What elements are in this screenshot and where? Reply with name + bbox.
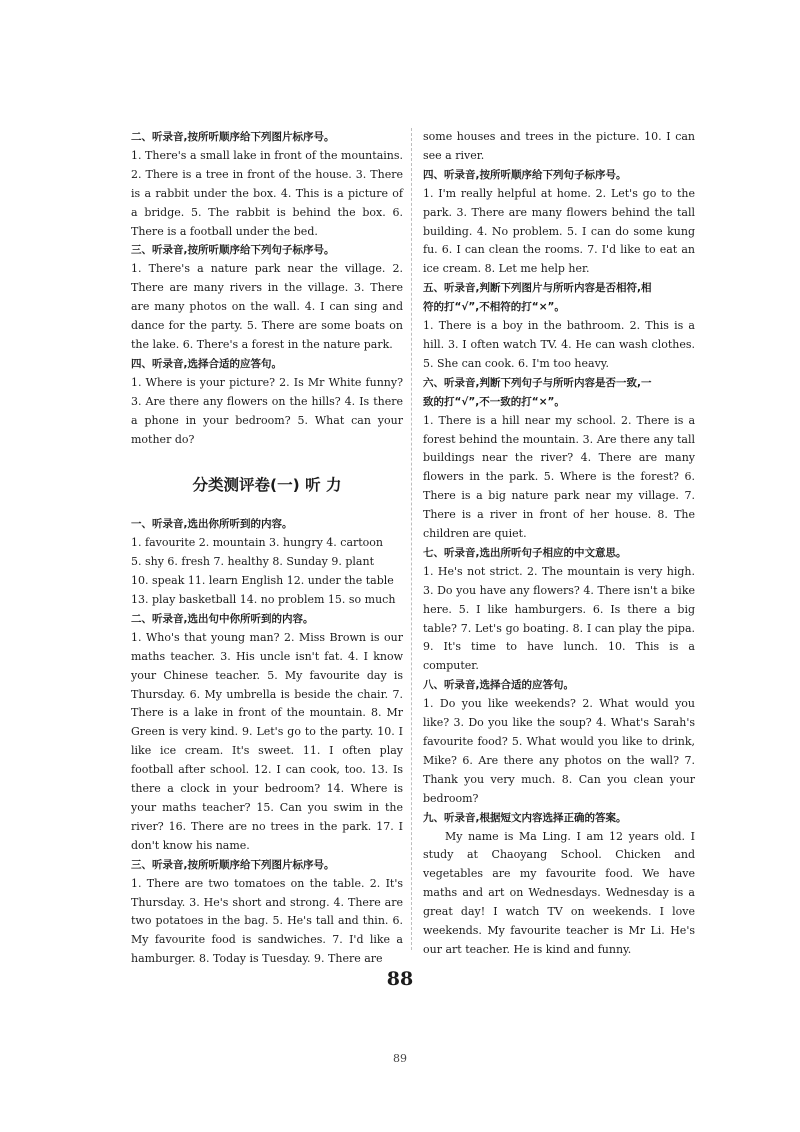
section-text: 1. There's a nature park near the village. 2. There are many rivers in the village. 3. There are many photos on the wall. 4. I can sing and dance for the party. 5. There are some boats on the lake. 6. There's a forest in the nature park.	[131, 262, 403, 351]
section-heading: 五、听录音,判断下列图片与所听内容是否相符,相	[423, 282, 652, 295]
section-heading: 七、听录音,选出所听句子相应的中文意思。	[423, 546, 627, 559]
word-list-line: 1. favourite 2. mountain 3. hungry 4. cartoon	[131, 536, 384, 550]
section-text: 1. I'm really helpful at home. 2. Let's go to the park. 3. There are many flowers behind the tall building. 4. No problem. 5. I can do some kung fu. 6. I can clean the rooms. 7. I'd like to eat an ice cream. 8. Let me help her.	[423, 186, 695, 276]
section-heading: 八、听录音,选择合适的应答句。	[423, 679, 574, 692]
section-heading: 三、听录音,按所听顺序给下列句子标序号。	[131, 244, 335, 257]
page-number: 88	[386, 968, 414, 990]
word-list-line: 5. shy 6. fresh 7. healthy 8. Sunday 9. plant	[131, 555, 374, 569]
section-heading: 致的打“√”,不一致的打“×”。	[423, 395, 565, 408]
section-heading: 符的打“√”,不相符的打“×”。	[423, 301, 565, 314]
section-text: 1. There are two tomatoes on the table. 2. It's Thursday. 3. He's short and strong. 4. There are two potatoes in the bag. 5. He's tall and thin. 6. My favourite food is sandwiches. 7. I'd like a hamburger. 8. Today is Tuesday. 9. There are	[131, 876, 403, 966]
right-column	[423, 128, 695, 960]
section-text: 1. There is a boy in the bathroom. 2. This is a hill. 3. I often watch TV. 4. He can wash clothes. 5. She can cook. 6. I'm too heavy.	[423, 319, 695, 370]
word-list-line: 13. play basketball 14. no problem 15. so much	[131, 593, 396, 607]
section-text: 1. Where is your picture? 2. Is Mr White funny? 3. Are there any flowers on the hills? 4. Is there a phone in your bedroom? 5. What can your mother do?	[131, 375, 403, 446]
section-text: 1. He's not strict. 2. The mountain is very high. 3. Do you have any flowers? 4. There isn't a bike here. 5. I like hamburgers. 6. Is there a big table? 7. Let's go boating. 8. I can play the pipa. 9. It's time to have lunch. 10. This is a computer.	[423, 564, 695, 673]
section-heading: 二、听录音,选出句中你所听到的内容。	[131, 612, 314, 625]
section-heading: 一、听录音,选出你所听到的内容。	[131, 518, 293, 531]
section-heading: 六、听录音,判断下列句子与所听内容是否一致,一	[423, 376, 652, 389]
section-text: 1. There's a small lake in front of the mountains. 2. There is a tree in front of the house. 3. There is a rabbit under the box. 4. This is a picture of a bridge. 5. The rabbit is behind the box. 6. There is a football under the bed.	[131, 148, 403, 238]
section-heading: 四、听录音,选择合适的应答句。	[131, 357, 282, 370]
section-text: 1. There is a hill near my school. 2. There is a forest behind the mountain. 3. Are there any tall buildings near the river? 4. There are many flowers in the park. 5. Where is the forest? 6. There is a big nature park near my village. 7. There is a river in front of her house. 8. The children are quiet.	[423, 413, 695, 541]
section-heading: 二、听录音,按所听顺序给下列图片标序号。	[131, 131, 335, 143]
section-text: 1. Who's that young man? 2. Miss Brown is our maths teacher. 3. His uncle isn't fat. 4. I know your Chinese teacher. 5. My favourite day is Thursday. 6. My umbrella is beside the chair. 7. There is a lake in front of the mountain. 8. Mr Green is very kind. 9. Let's go to the party. 10. I like ice cream. It's sweet. 11. I often play football after school. 12. I can cook, too. 13. Is there a clock in your bedroom? 14. Where is your maths teacher? 15. Can you swim in the river? 16. There are no trees in the park. 17. I don't know his name.	[131, 630, 403, 852]
exam-title: 分类测评卷(一) 听 力	[192, 476, 342, 495]
section-heading: 九、听录音,根据短文内容选择正确的答案。	[423, 811, 627, 824]
section-heading: 四、听录音,按所听顺序给下列句子标序号。	[423, 168, 627, 181]
section-text-continued: some houses and trees in the picture. 10. I can see a river.	[423, 130, 695, 162]
print-page-number: 89	[393, 1052, 407, 1065]
section-heading: 三、听录音,按所听顺序给下列图片标序号。	[131, 858, 335, 871]
word-list-line: 10. speak 11. learn English 12. under the table	[131, 574, 394, 588]
left-column	[131, 128, 403, 969]
passage-text: My name is Ma Ling. I am 12 years old. I study at Chaoyang School. Chicken and vegetables are my favourite food. We have maths and art on Wednesdays. Wednesday is a great day! I watch TV on weekends. I love weekends. My favourite teacher is Mr Li. He's our art teacher. He is kind and funny.	[423, 829, 695, 956]
section-text: 1. Do you like weekends? 2. What would you like? 3. Do you like the soup? 4. What's Sarah's favourite food? 5. What would you like to drink, Mike? 6. Are there any photos on the wall? 7. Thank you very much. 8. Can you clean your bedroom?	[423, 697, 695, 805]
column-divider	[411, 128, 412, 950]
